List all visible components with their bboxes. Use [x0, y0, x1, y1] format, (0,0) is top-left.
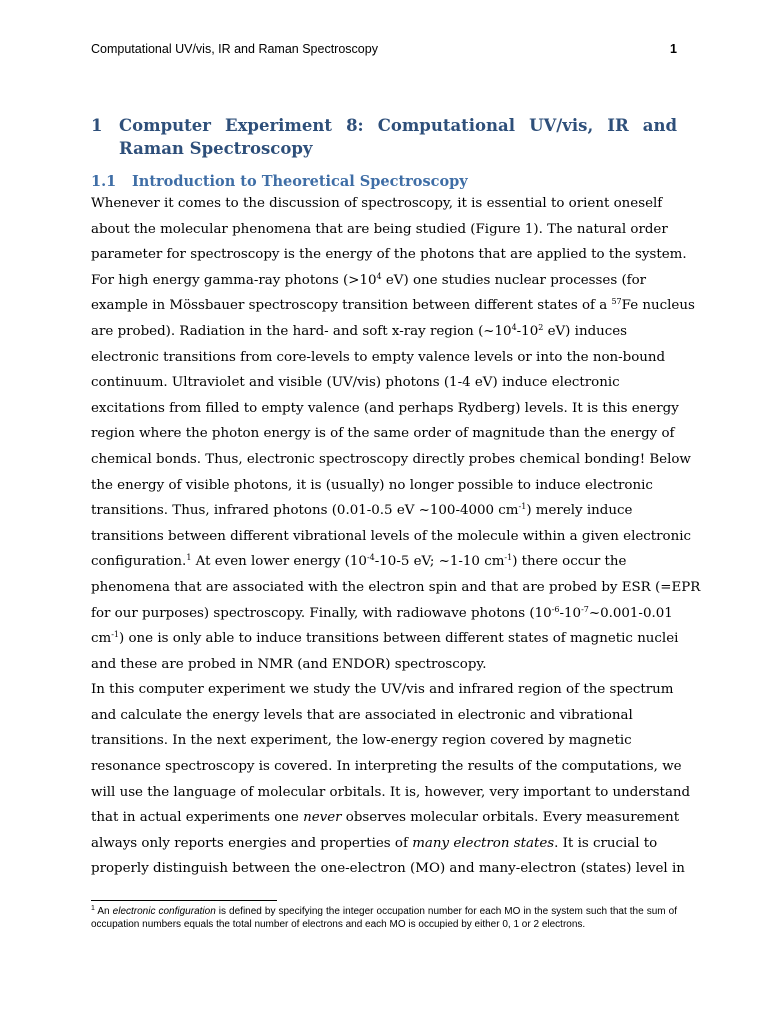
text-line — [91, 319, 681, 345]
text-run: will use the language of molecular orbitals. It is, however, very important to understand — [91, 784, 691, 800]
text-run: about the molecular phenomena that are being studied (Figure 1). The natural order — [91, 221, 668, 237]
text-run: transitions. In the next experiment, the low-energy region covered by magnetic — [91, 733, 632, 749]
text-line — [91, 652, 681, 678]
section-number: 1.1 — [91, 173, 117, 190]
text-run: region where the photon energy is of the same order of magnitude than the energy of — [91, 426, 675, 442]
text-line — [91, 754, 681, 780]
text-run: In this computer experiment we study the UV/vis and infrared region of the spectrum — [91, 682, 674, 698]
text-line — [91, 703, 681, 729]
text-run: eV) induces — [543, 323, 628, 339]
text-run: phenomena that are associated with the electron spin and that are probed by ESR (=EPR — [91, 579, 701, 595]
superscript: 2 — [538, 322, 544, 332]
text-run: and calculate the energy levels that are associated in electronic and vibrational — [91, 707, 633, 723]
text-line — [91, 473, 681, 499]
paragraph-2 — [91, 677, 691, 882]
text-run: observes molecular orbitals. Every measurement — [341, 810, 680, 826]
section-heading — [91, 172, 677, 192]
superscript: -1 — [518, 502, 527, 512]
text-run: are probed). Radiation in the hard- and soft x-ray region (~10 — [91, 323, 512, 339]
body-text — [91, 191, 701, 882]
footnote-mark: 1 — [91, 905, 95, 912]
text-run: transitions between different vibrational levels of the molecule within a given electronic — [91, 528, 692, 544]
superscript: -4 — [366, 553, 375, 563]
text-line — [91, 447, 691, 473]
text-line — [91, 217, 681, 243]
text-run: cm — [91, 631, 112, 647]
superscript: 57 — [611, 297, 622, 307]
footnote-separator — [91, 900, 277, 901]
text-line — [91, 626, 681, 652]
text-line — [91, 370, 681, 396]
text-line — [91, 780, 691, 806]
superscript: 4 — [376, 271, 382, 281]
footnote-reference[interactable]: 1 — [186, 553, 192, 563]
page-number: 1 — [670, 42, 677, 56]
emphasis: many electron states — [412, 835, 555, 851]
text-line — [91, 268, 681, 294]
text-run: ) there occur the — [512, 554, 627, 570]
text-line — [91, 345, 681, 371]
emphasis: electronic configuration — [112, 906, 216, 917]
text-line — [91, 601, 681, 627]
text-run: -10 — [516, 323, 539, 339]
text-run: always only reports energies and properties of — [91, 835, 413, 851]
text-run: ~0.001-0.01 — [588, 605, 673, 621]
text-run: ) one is only able to induce transitions between different states of magnetic nuclei — [119, 631, 679, 647]
text-run: ) merely induce — [526, 503, 633, 519]
text-run: example in Mössbauer spectroscopy transition between different states of a — [91, 298, 612, 314]
text-line — [91, 293, 695, 319]
text-run: properly distinguish between the one-electron (MO) and many-electron (states) level in — [91, 861, 685, 877]
text-run: parameter for spectroscopy is the energy of the photons that are applied to the system. — [91, 247, 687, 263]
text-line — [91, 549, 681, 575]
text-run: is defined by specifying the integer occupation number for each MO in the system such that the sum of occupation numbers equals the total number of electrons and each MO is occupied by either 0, 1 or 2 electrons. — [91, 906, 677, 930]
text-run: resonance spectroscopy is covered. In interpreting the results of the computations, we — [91, 759, 682, 775]
text-run: the energy of visible photons, it is (usually) no longer possible to induce electronic — [91, 477, 653, 493]
text-run: eV) one studies nuclear processes (for — [381, 272, 647, 288]
text-run: continuum. Ultraviolet and visible (UV/vis) photons (1-4 eV) induce electronic — [91, 375, 620, 391]
text-run: chemical bonds. Thus, electronic spectroscopy directly probes chemical bonding! Below — [91, 451, 691, 467]
text-run: electronic transitions from core-levels to empty valence levels or into the non-bound — [91, 349, 666, 365]
text-run: for our purposes) spectroscopy. Finally, with radiowave photons (10 — [91, 605, 552, 621]
superscript: -1 — [111, 630, 119, 640]
text-line — [91, 498, 681, 524]
text-line — [91, 191, 681, 217]
text-line — [91, 421, 681, 447]
text-run: Whenever it comes to the discussion of spectroscopy, it is essential to orient oneself — [91, 196, 663, 211]
text-line — [91, 677, 681, 703]
text-run: At even lower energy (10 — [191, 554, 367, 570]
text-run: . It is crucial to — [554, 835, 658, 851]
chapter-number: 1 — [91, 116, 103, 135]
footnote — [91, 906, 677, 931]
text-run: An — [94, 906, 113, 917]
text-run: and these are probed in NMR (and ENDOR) spectroscopy. — [91, 656, 487, 672]
running-header — [91, 42, 677, 56]
text-line — [91, 396, 681, 422]
text-run: -10 — [559, 605, 582, 621]
text-line — [91, 728, 681, 754]
paragraph-1 — [91, 191, 701, 677]
chapter-heading — [91, 114, 677, 160]
text-run: Fe nucleus — [621, 298, 695, 314]
text-run: transitions. Thus, infrared photons (0.01-0.5 eV ~100-4000 cm — [91, 503, 519, 519]
chapter-title: Computer Experiment 8: Computational UV/vis, IR and Raman Spectroscopy — [119, 116, 677, 158]
text-line — [91, 575, 701, 601]
text-line — [91, 856, 685, 882]
text-run: configuration. — [91, 554, 187, 570]
superscript: 4 — [511, 322, 517, 332]
text-line — [91, 524, 692, 550]
text-run: excitations from filled to empty valence (and perhaps Rydberg) levels. It is this energy — [91, 400, 679, 416]
text-line — [91, 831, 681, 857]
text-run: For high energy gamma-ray photons (>10 — [91, 272, 377, 288]
superscript: -6 — [551, 604, 560, 614]
emphasis: never — [303, 810, 342, 826]
text-run: that in actual experiments one — [91, 810, 304, 826]
text-line — [91, 242, 687, 268]
text-line — [91, 805, 681, 831]
header-title: Computational UV/vis, IR and Raman Spectroscopy — [91, 42, 378, 56]
superscript: -1 — [504, 553, 513, 563]
section-title: Introduction to Theoretical Spectroscopy — [132, 173, 468, 190]
superscript: -7 — [581, 604, 589, 614]
text-run: -10-5 eV; ~1-10 cm — [374, 554, 505, 570]
